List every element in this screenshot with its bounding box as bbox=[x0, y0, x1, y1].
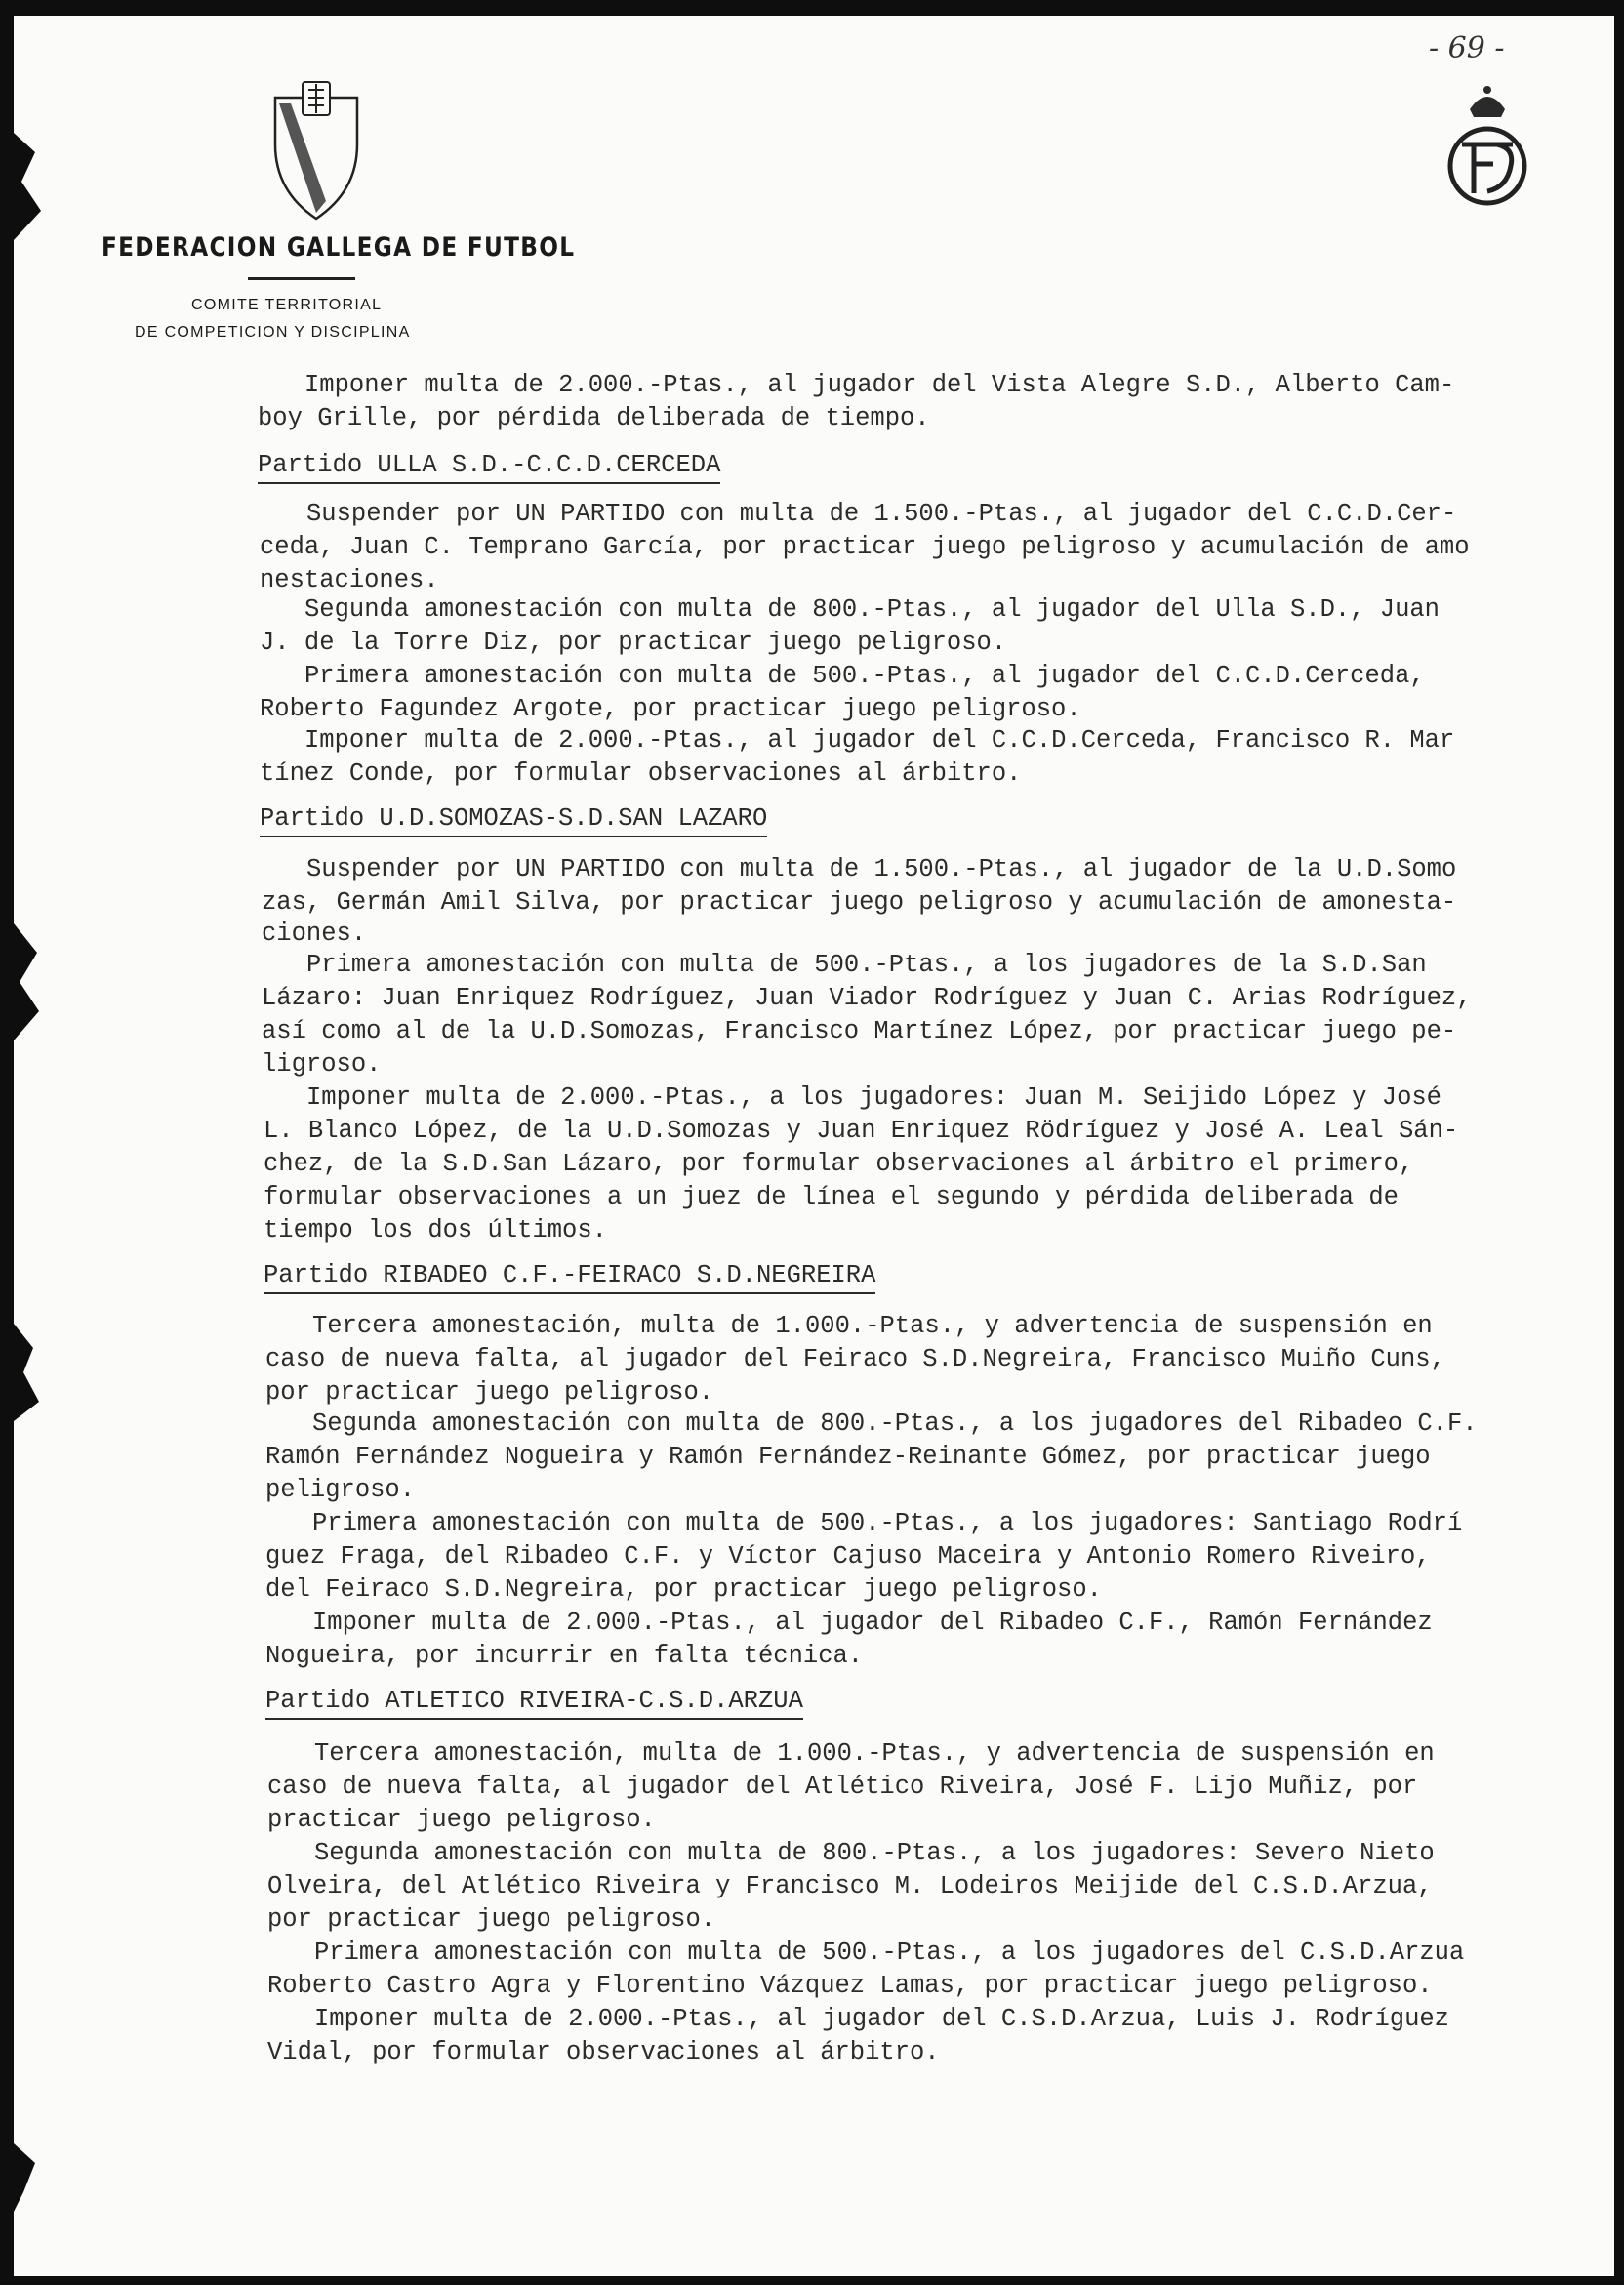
text-line: ceda, Juan C. Temprano García, por practicar juego peligroso y acumulación de amo bbox=[260, 533, 1470, 561]
text-line: practicar juego peligroso. bbox=[267, 1806, 656, 1834]
text-line: ligroso. bbox=[262, 1050, 382, 1079]
text-line: Roberto Fagundez Argote, por practicar juego peligroso. bbox=[260, 695, 1081, 723]
text-line: Segunda amonestación con multa de 800.-Ptas., al jugador del Ulla S.D., Juan bbox=[304, 595, 1440, 624]
text-line: Primera amonestación con multa de 500.-Ptas., a los jugadores de la S.D.San bbox=[306, 951, 1427, 979]
text-line: Imponer multa de 2.000.-Ptas., al jugador del Vista Alegre S.D., Alberto Cam- bbox=[304, 371, 1455, 399]
page-number: - 69 - bbox=[1429, 31, 1505, 65]
text-line: tínez Conde, por formular observaciones al árbitro. bbox=[260, 759, 1022, 788]
text-line: Segunda amonestación con multa de 800.-Ptas., a los jugadores del Ribadeo C.F. bbox=[312, 1409, 1478, 1438]
text-line: J. de la Torre Diz, por practicar juego peligroso. bbox=[260, 629, 1007, 657]
text-line: Nogueira, por incurrir en falta técnica. bbox=[265, 1642, 864, 1670]
text-line: Tercera amonestación, multa de 1.000.-Ptas., y advertencia de suspensión en bbox=[314, 1739, 1435, 1768]
text-line: caso de nueva falta, al jugador del Feiraco S.D.Negreira, Francisco Muiño Cuns, bbox=[265, 1345, 1445, 1373]
text-line: Imponer multa de 2.000.-Ptas., al jugador del C.C.D.Cerceda, Francisco R. Mar bbox=[304, 726, 1455, 755]
document-page bbox=[14, 16, 1614, 2276]
text-line: Imponer multa de 2.000.-Ptas., al jugador del C.S.D.Arzua, Luis J. Rodríguez bbox=[314, 2005, 1449, 2033]
text-line: Olveira, del Atlético Riveira y Francisco M. Lodeiros Meijide del C.S.D.Arzua, bbox=[267, 1872, 1433, 1900]
resolution-body bbox=[14, 16, 1614, 2276]
text-line: Primera amonestación con multa de 500.-Ptas., a los jugadores del C.S.D.Arzua bbox=[314, 1938, 1465, 1967]
text-line: formular observaciones a un juez de línea el segundo y pérdida deliberada de bbox=[264, 1183, 1399, 1211]
text-line: Imponer multa de 2.000.-Ptas., al jugador del Ribadeo C.F., Ramón Fernández bbox=[312, 1609, 1433, 1637]
text-line: Tercera amonestación, multa de 1.000.-Ptas., y advertencia de suspensión en bbox=[312, 1312, 1433, 1340]
text-line: Suspender por UN PARTIDO con multa de 1.500.-Ptas., al jugador del C.C.D.Cer- bbox=[306, 500, 1457, 528]
committee-subtitle-1: COMITE TERRITORIAL bbox=[191, 297, 383, 313]
text-line: peligroso. bbox=[265, 1476, 416, 1504]
text-line: L. Blanco López, de la U.D.Somozas y Juan Enriquez Rödríguez y José A. Leal Sán- bbox=[264, 1117, 1459, 1145]
text-line: Imponer multa de 2.000.-Ptas., a los jugadores: Juan M. Seijido López y José bbox=[306, 1083, 1441, 1112]
text-line: tiempo los dos últimos. bbox=[264, 1216, 607, 1245]
text-line: Roberto Castro Agra y Florentino Vázquez Lamas, por practicar juego peligroso. bbox=[267, 1972, 1433, 2000]
text-line: boy Grille, por pérdida deliberada de tiempo. bbox=[258, 404, 930, 432]
committee-subtitle-2: DE COMPETICION Y DISCIPLINA bbox=[135, 324, 411, 341]
text-line: Vidal, por formular observaciones al árbitro. bbox=[267, 2038, 940, 2066]
text-line: Lázaro: Juan Enriquez Rodríguez, Juan Viador Rodríguez y Juan C. Arias Rodríguez, bbox=[262, 984, 1472, 1012]
text-line: Ramón Fernández Nogueira y Ramón Fernández-Reinante Gómez, por practicar juego bbox=[265, 1443, 1431, 1471]
match-heading: Partido ULLA S.D.-C.C.D.CERCEDA bbox=[258, 451, 720, 484]
text-line: zas, Germán Amil Silva, por practicar juego peligroso y acumulación de amonesta- bbox=[262, 888, 1457, 917]
match-heading: Partido ATLETICO RIVEIRA-C.S.D.ARZUA bbox=[265, 1687, 803, 1720]
text-line: nestaciones. bbox=[260, 566, 439, 594]
text-line: guez Fraga, del Ribadeo C.F. y Víctor Cajuso Maceira y Antonio Romero Riveiro, bbox=[265, 1542, 1431, 1571]
text-line: así como al de la U.D.Somozas, Francisco Martínez López, por practicar juego pe- bbox=[262, 1017, 1457, 1045]
text-line: chez, de la S.D.San Lázaro, por formular observaciones al árbitro el primero, bbox=[264, 1150, 1414, 1178]
match-heading: Partido RIBADEO C.F.-FEIRACO S.D.NEGREIRA bbox=[264, 1261, 875, 1294]
text-line: ciones. bbox=[262, 919, 367, 948]
text-line: Segunda amonestación con multa de 800.-Ptas., a los jugadores: Severo Nieto bbox=[314, 1839, 1435, 1867]
text-line: Suspender por UN PARTIDO con multa de 1.500.-Ptas., al jugador de la U.D.Somo bbox=[306, 855, 1457, 883]
text-line: por practicar juego peligroso. bbox=[267, 1905, 716, 1934]
match-heading: Partido U.D.SOMOZAS-S.D.SAN LAZARO bbox=[260, 804, 767, 837]
text-line: del Feiraco S.D.Negreira, por practicar juego peligroso. bbox=[265, 1575, 1102, 1604]
text-line: por practicar juego peligroso. bbox=[265, 1378, 714, 1407]
federation-title: FEDERACION GALLEGA DE FUTBOL bbox=[102, 232, 576, 263]
text-line: Primera amonestación con multa de 500.-Ptas., al jugador del C.C.D.Cerceda, bbox=[304, 662, 1425, 690]
text-line: Primera amonestación con multa de 500.-Ptas., a los jugadores: Santiago Rodrí bbox=[312, 1509, 1463, 1537]
text-line: caso de nueva falta, al jugador del Atlético Riveira, José F. Lijo Muñiz, por bbox=[267, 1773, 1418, 1801]
